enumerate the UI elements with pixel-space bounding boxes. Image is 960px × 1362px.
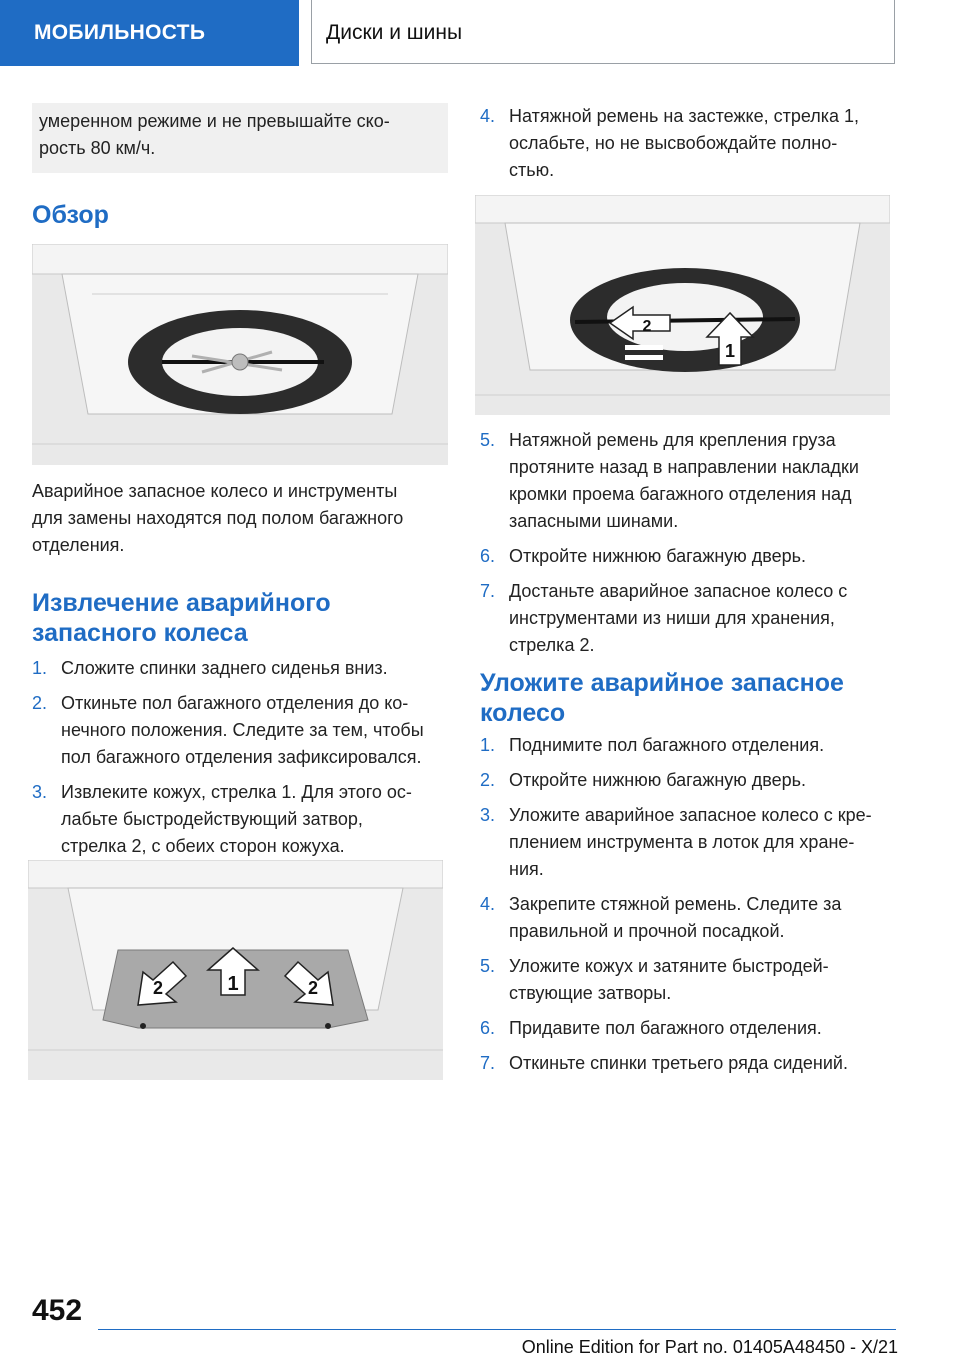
list-item (480, 767, 905, 794)
text-line: отделения. (32, 535, 125, 555)
step-number: 6. (480, 1018, 496, 1038)
stow-heading (480, 668, 844, 728)
retrieval-steps (480, 427, 900, 667)
step-line: правильной и прочной посадкой. (509, 921, 785, 941)
step-number: 7. (480, 1053, 496, 1073)
footer-divider (98, 1329, 896, 1330)
list-item (480, 543, 900, 570)
step-number: 3. (480, 805, 496, 825)
step-line: Откиньте пол багажного отделения до ко- (61, 693, 409, 713)
step-line: кромки проема багажного отделения над (509, 484, 852, 504)
removal-steps (32, 655, 452, 868)
note-line: рость 80 км/ч. (39, 138, 156, 158)
step-number: 2. (480, 770, 496, 790)
step-line: Поднимите пол багажного отделения. (509, 735, 825, 755)
chapter-tab[interactable]: МОБИЛЬНОСТЬ (0, 0, 299, 66)
strap-steps (480, 103, 900, 192)
list-item (32, 690, 452, 771)
step-line: Закрепите стяжной ремень. Следите за (509, 894, 842, 914)
section-title: Диски и шины (326, 21, 463, 44)
step-line: ния. (509, 859, 544, 879)
strap-figure (475, 195, 890, 415)
step-line: протяните назад в направлении накладки (509, 457, 859, 477)
list-item (480, 427, 900, 535)
step-line: нечного положения. Следите за тем, чтобы (61, 720, 424, 740)
step-line: Сложите спинки заднего сиденья вниз. (61, 658, 388, 678)
step-line: ствующие затворы. (509, 983, 672, 1003)
step-line: ослабьте, но не высвобождайте полно- (509, 133, 838, 153)
list-item (480, 103, 900, 184)
arrow-label: 1 (724, 341, 736, 361)
text-line: Аварийное запасное колесо и инструменты (32, 481, 398, 501)
step-number: 2. (32, 693, 48, 713)
list-item (480, 891, 905, 945)
step-line: Достаньте аварийное запасное колесо с (509, 581, 848, 601)
step-number: 7. (480, 581, 496, 601)
step-number: 3. (32, 782, 48, 802)
overview-figure (32, 244, 448, 465)
list-item (480, 953, 905, 1007)
stow-steps (480, 732, 905, 1085)
cover-removal-illustration (28, 860, 443, 1080)
step-line: стрелка 2, с обеих сторон кожуха. (61, 836, 345, 856)
arrow-label: 1 (227, 973, 239, 995)
list-item (480, 578, 900, 659)
list-item (480, 1050, 905, 1077)
step-line: Натяжной ремень на застежке, стрелка 1, (509, 106, 860, 126)
heading-line: колесо (480, 699, 566, 727)
step-line: Уложите аварийное запасное колесо с кре- (509, 805, 872, 825)
list-item (32, 779, 452, 860)
step-line: запасными шинами. (509, 511, 679, 531)
list-item (32, 655, 452, 682)
list-item (480, 732, 905, 759)
cover-removal-figure (28, 860, 443, 1080)
step-number: 1. (480, 735, 496, 755)
step-number: 5. (480, 956, 496, 976)
step-line: Откройте нижнюю багажную дверь. (509, 770, 807, 790)
step-line: лабьте быстродействующий затвор, (61, 809, 363, 829)
spare-wheel-illustration (32, 244, 448, 465)
overview-text (32, 478, 403, 559)
step-line: Придавите пол багажного отделения. (509, 1018, 822, 1038)
list-item (480, 802, 905, 883)
note-box (32, 103, 448, 173)
page-number: 452 (32, 1294, 83, 1327)
heading-line: Уложите аварийное запасное (480, 669, 844, 697)
text-line: для замены находятся под полом багажного (32, 508, 404, 528)
arrow-label: 2 (152, 978, 164, 998)
step-number: 1. (32, 658, 48, 678)
edition-footer: Online Edition for Part no. 01405A48450 - X/21 (521, 1337, 898, 1357)
arrow-label: 2 (307, 978, 319, 998)
list-item (480, 1015, 905, 1042)
overview-heading: Обзор (32, 201, 109, 229)
step-line: Откройте нижнюю багажную дверь. (509, 546, 807, 566)
arrow-label: 2 (642, 318, 652, 335)
strap-illustration (475, 195, 890, 415)
step-line: стью. (509, 160, 555, 180)
step-line: стрелка 2. (509, 635, 595, 655)
step-number: 5. (480, 430, 496, 450)
note-line: умеренном режиме и не превышайте ско- (39, 111, 390, 131)
step-number: 6. (480, 546, 496, 566)
removal-heading (32, 588, 331, 648)
step-number: 4. (480, 894, 496, 914)
step-number: 4. (480, 106, 496, 126)
heading-line: запасного колеса (32, 619, 248, 647)
step-line: Извлеките кожух, стрелка 1. Для этого ос- (61, 782, 412, 802)
step-line: пол багажного отделения зафиксировался. (61, 747, 422, 767)
step-line: Откиньте спинки третьего ряда сидений. (509, 1053, 848, 1073)
heading-line: Извлечение аварийного (32, 589, 331, 617)
step-line: инструментами из ниши для хранения, (509, 608, 835, 628)
step-line: плением инструмента в лоток для хране- (509, 832, 855, 852)
step-line: Натяжной ремень для крепления груза (509, 430, 836, 450)
step-line: Уложите кожух и затяните быстродей- (509, 956, 829, 976)
